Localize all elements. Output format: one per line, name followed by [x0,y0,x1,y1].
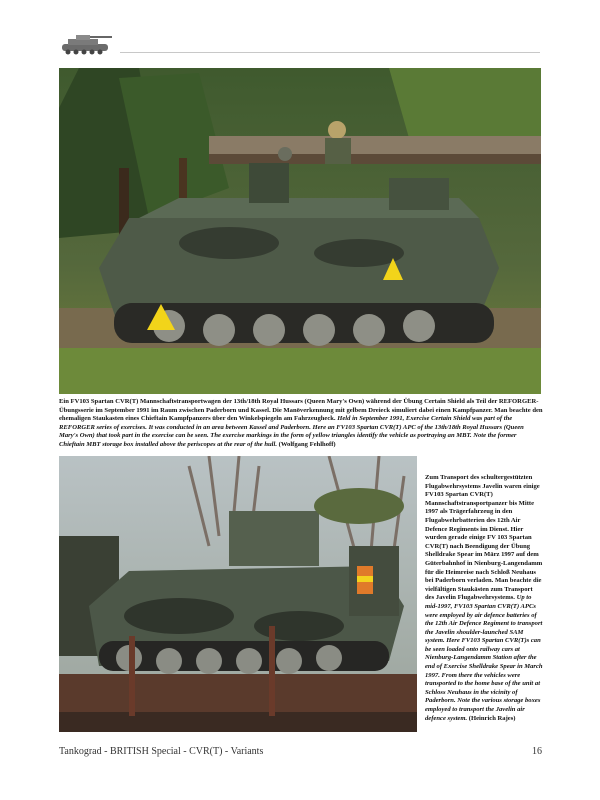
side-caption-credit: (Heinrich Rajes) [468,714,516,722]
spartan-railcar-photo [59,456,417,732]
header-rule [120,52,540,53]
top-photo-caption [59,398,543,450]
top-caption-german: Ein FV103 Spartan CVR(T) Mannschaftstransportwagen der 13th/18th Royal Hussars (Queen Mary's Own) während der Übung Certain Shield als Teil der REFORGER-Übungsserie im September 1991 im Raum zwischen Paderborn und Kassel. Die Manöverkennung mit gelbem Dreieck simuliert dabei einen Kampfpanzer. Man beachte den ehemaligen Staukasten eines Chieftain Kampfpanzers über den Winkelspiegeln am Fahrzeugheck. [59,398,543,423]
footer-title: Tankograd - BRITISH Special - CVR(T) - Variants [59,746,264,757]
spartan-forest-photo [59,68,541,394]
top-caption-english: Held in September 1991, Exercise Certain Shield was part of the REFORGER series of exercises. It was conducted in an area between Kassel and Paderborn. Here an FV103 Spartan CVR(T) APC of the 13th/18th Royal Hussars (Queen Mary's Own) that took part in the exercise can be seen. The exercise markings in the form of yellow triangles identify the vehicle as portraying an MBT. Note the former Chieftain MBT storage box installed above the periscopes at the rear of the hull. [59,415,524,448]
side-photo-caption [425,474,543,723]
side-caption-german: Zum Transport des schultergestützten Flugabwehrsystems Javelin waren einige FV103 Spartan CVR(T) Mannschaftstransportpanzer bis Mitte 1997 als Trägerfahrzeug in den Flugabwehrbatterien des 12th Air Defence Regiments im Dienst. Hier wurden gerade einige FV 103 Spartan CVR(T) nach Beendigung der Übung Shelldrake Spear im März 1997 auf dem Güterbahnhof in Nienburg-Langendamm für die Heimreise nach Schloß Neuhaus bei Paderborn verladen. Man beachte die vielfältigen Staukästen zum Transport des Javelin Flugabwehrsystems. [425,474,543,602]
tank-logo-icon [58,30,114,56]
page-number: 16 [532,746,542,757]
top-caption-credit: (Wolfgang Fehlhoff) [278,440,336,448]
side-caption-english: Up to mid-1997, FV103 Spartan CVR(T) APCs were employed by air defence batteries of the 12th Air Defence Regiment to transport the Javelin shoulder-launched SAM system. Here FV103 Spartan CVR(T)s can be seen loaded onto railway cars at Nienburg-Langendamm Station after the end of Exercise Shelldrake Spear in March 1997. From there the vehicles were transported to the home base of the unit at Schloss Neuhaus in the vicinity of Paderborn. Note the various storage boxes employed to transport the Javelin air defence system. [425,594,543,722]
